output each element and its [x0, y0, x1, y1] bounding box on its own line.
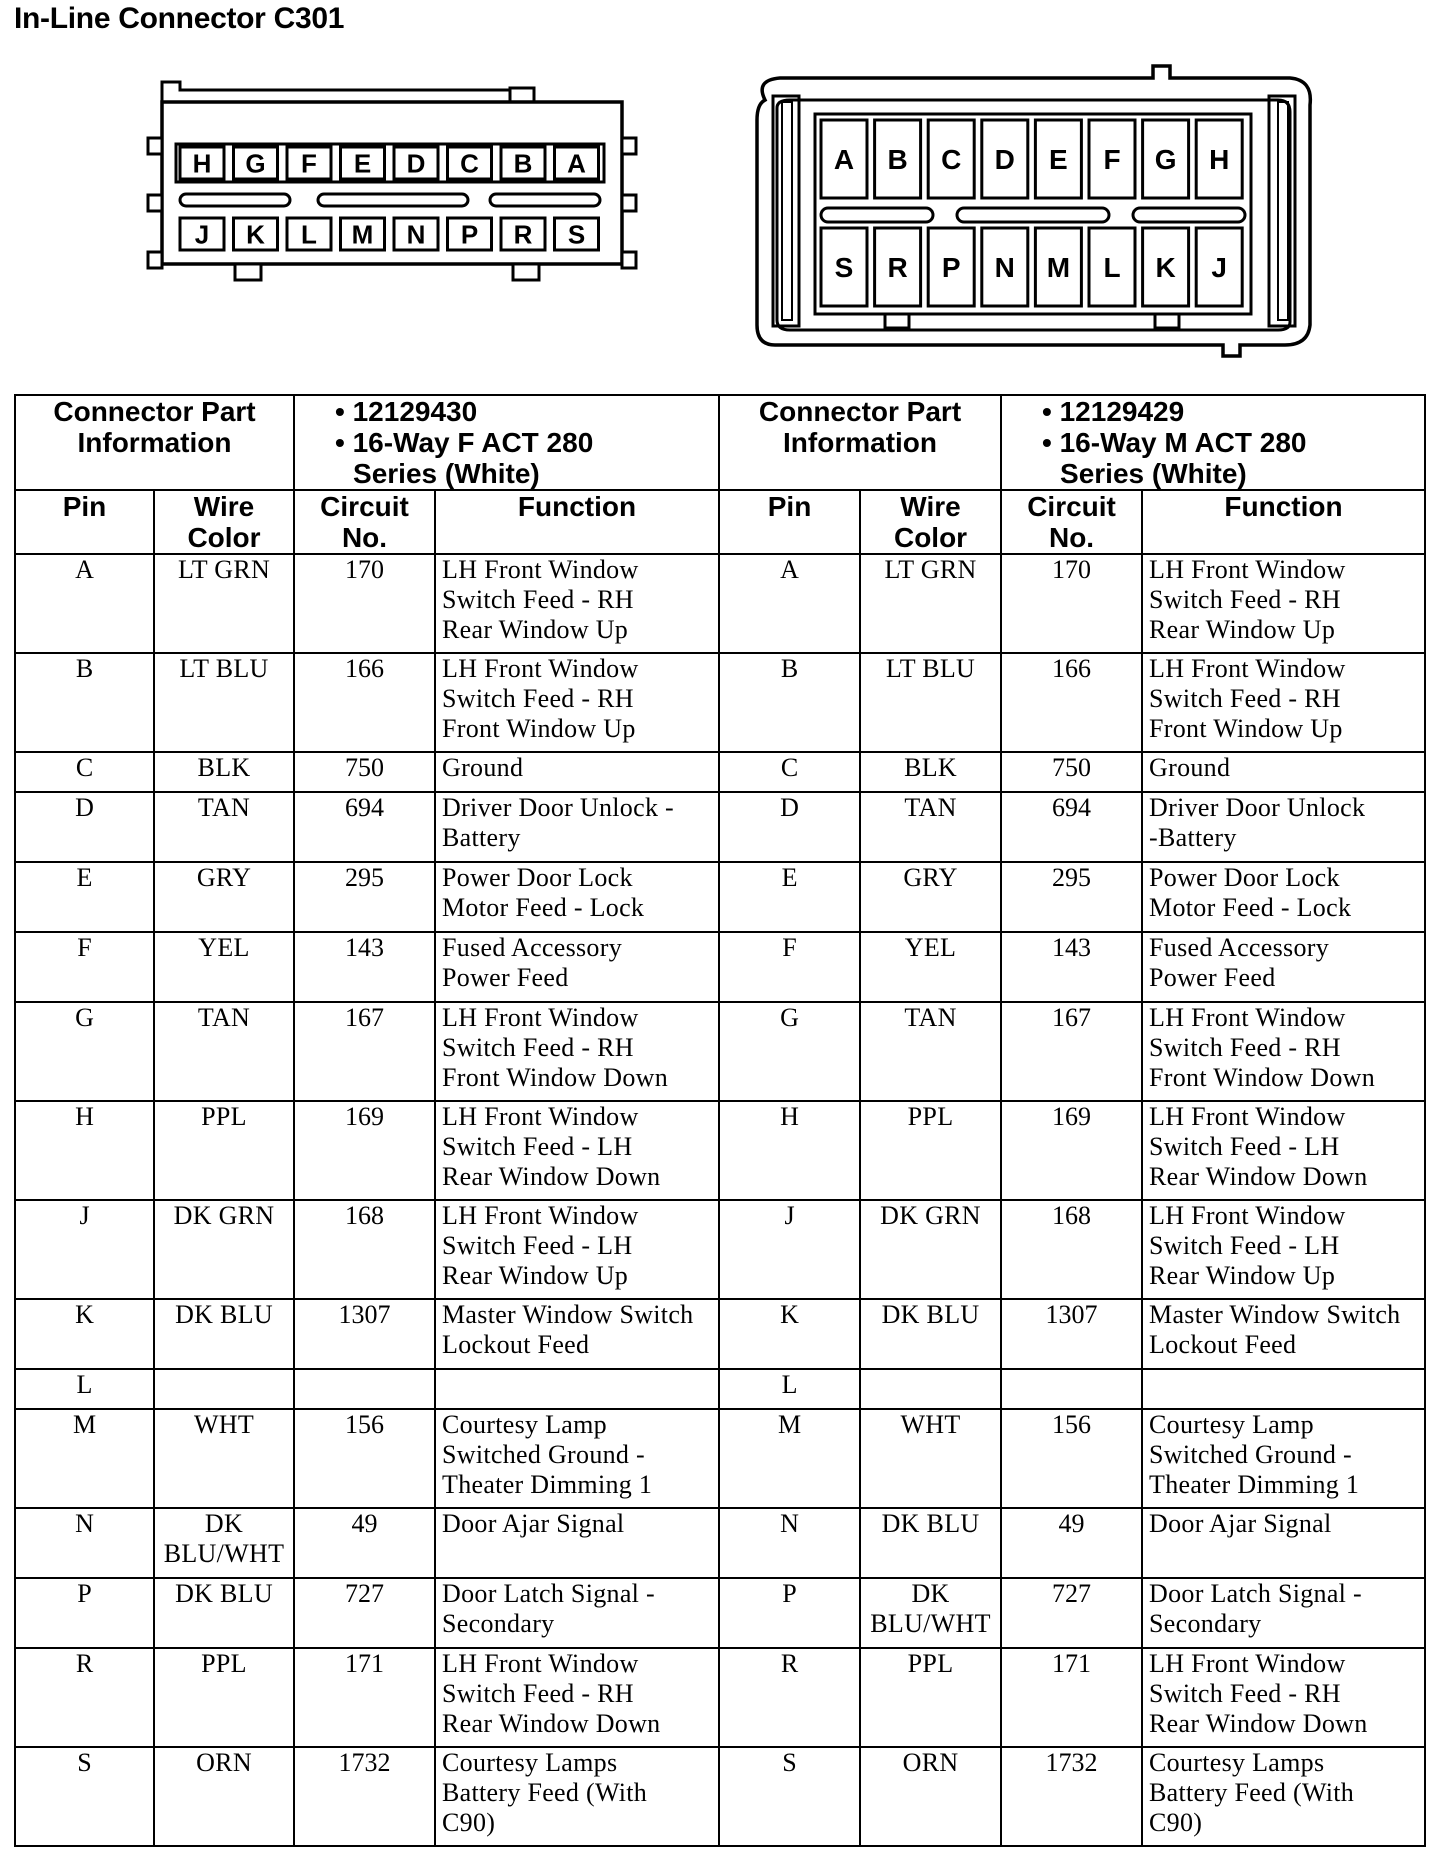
left-color-cell: DK BLU/WHT — [154, 1508, 294, 1578]
female-pin-label: M — [351, 219, 374, 250]
left-circuit-cell: 750 — [294, 752, 435, 792]
right-circuit-cell: 169 — [1001, 1101, 1142, 1200]
right-function-cell — [1142, 1369, 1425, 1409]
right-color-cell: GRY — [860, 862, 1001, 932]
right-circuit-cell: 694 — [1001, 792, 1142, 862]
left-function-cell: Master Window Switch Lockout Feed — [435, 1299, 719, 1369]
left-function-cell: Courtesy Lamp Switched Ground - Theater Dimming 1 — [435, 1409, 719, 1508]
right-part-number: • 12129429 — [1042, 396, 1185, 427]
male-pin-label: C — [941, 144, 962, 176]
male-pin-label: P — [941, 252, 961, 284]
right-pin-cell: H — [719, 1101, 860, 1200]
left-circuit-cell: 166 — [294, 653, 435, 752]
right-function-cell: LH Front Window Switch Feed - RH Rear Window Up — [1142, 554, 1425, 653]
left-color-cell: ORN — [154, 1747, 294, 1846]
left-circuit-cell: 694 — [294, 792, 435, 862]
right-function-cell: Courtesy Lamps Battery Feed (With C90) — [1142, 1747, 1425, 1846]
left-part-series: Series (White) — [353, 458, 540, 489]
table-row — [15, 1369, 1425, 1409]
left-function-cell: Power Door Lock Motor Feed - Lock — [435, 862, 719, 932]
female-pin-label: H — [192, 148, 212, 179]
right-function-cell: Courtesy Lamp Switched Ground - Theater Dimming 1 — [1142, 1409, 1425, 1508]
right-pin-cell: L — [719, 1369, 860, 1409]
right-function-cell: Master Window Switch Lockout Feed — [1142, 1299, 1425, 1369]
right-color-cell: WHT — [860, 1409, 1001, 1508]
male-pin-label: J — [1211, 252, 1227, 284]
male-pin-label: L — [1103, 252, 1121, 284]
left-function-cell: LH Front Window Switch Feed - LH Rear Window Up — [435, 1200, 719, 1299]
right-pin-cell: P — [719, 1578, 860, 1648]
table-row — [15, 653, 1425, 752]
female-pin-label: C — [460, 148, 479, 179]
right-pin-cell: N — [719, 1508, 860, 1578]
table-row — [15, 1508, 1425, 1578]
table-row — [15, 862, 1425, 932]
male-connector-diagram — [745, 60, 1325, 365]
right-color-cell: BLK — [860, 752, 1001, 792]
right-circuit-cell: 727 — [1001, 1578, 1142, 1648]
left-circuit-cell: 169 — [294, 1101, 435, 1200]
right-function-cell: Door Ajar Signal — [1142, 1508, 1425, 1578]
right-pin-cell: K — [719, 1299, 860, 1369]
right-circuit-cell: 49 — [1001, 1508, 1142, 1578]
right-color-cell: LT GRN — [860, 554, 1001, 653]
left-color-cell: DK BLU — [154, 1578, 294, 1648]
right-color-cell: DK BLU/WHT — [860, 1578, 1001, 1648]
right-pin-cell: B — [719, 653, 860, 752]
female-pin-label: P — [460, 219, 479, 250]
left-part-info — [294, 395, 719, 490]
left-function-cell: LH Front Window Switch Feed - RH Front Window Up — [435, 653, 719, 752]
left-circuit-cell: 168 — [294, 1200, 435, 1299]
left-function-cell: LH Front Window Switch Feed - LH Rear Window Down — [435, 1101, 719, 1200]
right-header-circuit: Circuit No. — [1001, 490, 1142, 554]
right-function-cell: LH Front Window Switch Feed - RH Rear Window Down — [1142, 1648, 1425, 1747]
left-info-label: Connector Part Information — [15, 395, 294, 490]
right-color-cell: TAN — [860, 1002, 1001, 1101]
right-color-cell: YEL — [860, 932, 1001, 1002]
left-pin-cell: P — [15, 1578, 154, 1648]
left-function-cell: LH Front Window Switch Feed - RH Front Window Down — [435, 1002, 719, 1101]
left-pin-cell: N — [15, 1508, 154, 1578]
female-pin-label: S — [567, 219, 586, 250]
right-info-label: Connector Part Information — [719, 395, 1001, 490]
left-function-cell: Fused Accessory Power Feed — [435, 932, 719, 1002]
left-pin-cell: S — [15, 1747, 154, 1846]
female-pin-label: B — [513, 148, 533, 179]
right-circuit-cell: 167 — [1001, 1002, 1142, 1101]
left-color-cell: PPL — [154, 1101, 294, 1200]
table-row — [15, 932, 1425, 1002]
male-pin-label: N — [994, 252, 1015, 284]
right-pin-cell: C — [719, 752, 860, 792]
right-circuit-cell — [1001, 1369, 1142, 1409]
right-function-cell: LH Front Window Switch Feed - LH Rear Window Down — [1142, 1101, 1425, 1200]
left-color-cell: PPL — [154, 1648, 294, 1747]
male-pin-label: H — [1209, 144, 1230, 176]
female-pin-label: D — [406, 148, 426, 179]
right-header-pin: Pin — [719, 490, 860, 554]
right-pin-cell: F — [719, 932, 860, 1002]
left-pin-cell: E — [15, 862, 154, 932]
right-part-type: • 16-Way M ACT 280 — [1042, 427, 1307, 458]
left-color-cell: GRY — [154, 862, 294, 932]
male-pin-label: D — [994, 144, 1015, 176]
right-part-info — [1001, 395, 1425, 490]
left-header-wire-color: Wire Color — [154, 490, 294, 554]
right-circuit-cell: 143 — [1001, 932, 1142, 1002]
left-color-cell: BLK — [154, 752, 294, 792]
pinout-table — [14, 394, 1426, 1847]
left-color-cell: TAN — [154, 1002, 294, 1101]
left-part-type: • 16-Way F ACT 280 — [335, 427, 594, 458]
left-circuit-cell: 727 — [294, 1578, 435, 1648]
left-circuit-cell: 1307 — [294, 1299, 435, 1369]
male-pin-label: G — [1154, 144, 1177, 176]
female-pin-label: G — [245, 148, 266, 179]
right-circuit-cell: 166 — [1001, 653, 1142, 752]
left-circuit-cell — [294, 1369, 435, 1409]
male-pin-label: S — [834, 252, 854, 284]
right-function-cell: LH Front Window Switch Feed - RH Front Window Up — [1142, 653, 1425, 752]
right-color-cell: PPL — [860, 1648, 1001, 1747]
left-pin-cell: G — [15, 1002, 154, 1101]
left-pin-cell: M — [15, 1409, 154, 1508]
left-pin-cell: H — [15, 1101, 154, 1200]
left-function-cell: Door Ajar Signal — [435, 1508, 719, 1578]
left-pin-cell: R — [15, 1648, 154, 1747]
right-color-cell: DK BLU — [860, 1508, 1001, 1578]
left-circuit-cell: 143 — [294, 932, 435, 1002]
right-function-cell: Door Latch Signal - Secondary — [1142, 1578, 1425, 1648]
right-circuit-cell: 168 — [1001, 1200, 1142, 1299]
male-pin-label: A — [833, 144, 855, 176]
right-color-cell — [860, 1369, 1001, 1409]
right-color-cell: ORN — [860, 1747, 1001, 1846]
male-pin-label: E — [1049, 144, 1068, 176]
right-pin-cell: J — [719, 1200, 860, 1299]
right-function-cell: Fused Accessory Power Feed — [1142, 932, 1425, 1002]
left-color-cell: DK BLU — [154, 1299, 294, 1369]
right-color-cell: PPL — [860, 1101, 1001, 1200]
right-pin-cell: M — [719, 1409, 860, 1508]
info-row — [15, 395, 1425, 490]
right-function-cell: LH Front Window Switch Feed - RH Front Window Down — [1142, 1002, 1425, 1101]
left-color-cell: DK GRN — [154, 1200, 294, 1299]
male-pin-label: F — [1103, 144, 1121, 176]
left-header-function: Function — [435, 490, 719, 554]
female-pin-label: J — [194, 219, 210, 250]
left-circuit-cell: 1732 — [294, 1747, 435, 1846]
table-row — [15, 1200, 1425, 1299]
left-pin-cell: J — [15, 1200, 154, 1299]
right-color-cell: LT BLU — [860, 653, 1001, 752]
left-header-circuit: Circuit No. — [294, 490, 435, 554]
female-pin-label: E — [353, 148, 372, 179]
header-row — [15, 490, 1425, 554]
left-circuit-cell: 295 — [294, 862, 435, 932]
right-color-cell: TAN — [860, 792, 1001, 862]
left-pin-cell: F — [15, 932, 154, 1002]
right-function-cell: Driver Door Unlock -Battery — [1142, 792, 1425, 862]
left-function-cell: Ground — [435, 752, 719, 792]
right-circuit-cell: 1307 — [1001, 1299, 1142, 1369]
left-function-cell — [435, 1369, 719, 1409]
left-function-cell: Courtesy Lamps Battery Feed (With C90) — [435, 1747, 719, 1846]
right-function-cell: Power Door Lock Motor Feed - Lock — [1142, 862, 1425, 932]
table-row — [15, 1101, 1425, 1200]
left-color-cell — [154, 1369, 294, 1409]
left-circuit-cell: 170 — [294, 554, 435, 653]
left-circuit-cell: 156 — [294, 1409, 435, 1508]
table-row — [15, 554, 1425, 653]
right-header-wire-color: Wire Color — [860, 490, 1001, 554]
right-color-cell: DK GRN — [860, 1200, 1001, 1299]
left-header-pin: Pin — [15, 490, 154, 554]
female-pin-label: F — [301, 148, 317, 179]
right-circuit-cell: 295 — [1001, 862, 1142, 932]
right-color-cell: DK BLU — [860, 1299, 1001, 1369]
page-title: In-Line Connector C301 — [14, 2, 345, 35]
table-row — [15, 1648, 1425, 1747]
left-pin-cell: K — [15, 1299, 154, 1369]
male-pin-label: R — [887, 252, 908, 284]
table-row — [15, 1299, 1425, 1369]
left-pin-cell: A — [15, 554, 154, 653]
right-circuit-cell: 156 — [1001, 1409, 1142, 1508]
right-pin-cell: A — [719, 554, 860, 653]
female-pin-label: N — [406, 219, 426, 250]
left-part-number: • 12129430 — [335, 396, 478, 427]
male-pin-label: K — [1155, 252, 1176, 284]
right-pin-cell: R — [719, 1648, 860, 1747]
left-function-cell: LH Front Window Switch Feed - RH Rear Window Down — [435, 1648, 719, 1747]
right-part-series: Series (White) — [1060, 458, 1247, 489]
left-color-cell: YEL — [154, 932, 294, 1002]
female-pin-label: L — [301, 219, 317, 250]
left-function-cell: Driver Door Unlock - Battery — [435, 792, 719, 862]
right-circuit-cell: 750 — [1001, 752, 1142, 792]
right-pin-cell: E — [719, 862, 860, 932]
female-pin-label: K — [246, 219, 265, 250]
right-pin-cell: G — [719, 1002, 860, 1101]
left-function-cell: Door Latch Signal - Secondary — [435, 1578, 719, 1648]
table-row — [15, 752, 1425, 792]
female-pin-label: A — [567, 148, 586, 179]
table-row — [15, 1409, 1425, 1508]
left-pin-cell: L — [15, 1369, 154, 1409]
female-connector-diagram — [140, 60, 640, 335]
right-circuit-cell: 171 — [1001, 1648, 1142, 1747]
right-pin-cell: D — [719, 792, 860, 862]
left-pin-cell: D — [15, 792, 154, 862]
right-circuit-cell: 1732 — [1001, 1747, 1142, 1846]
left-color-cell: LT BLU — [154, 653, 294, 752]
right-header-function: Function — [1142, 490, 1425, 554]
left-circuit-cell: 167 — [294, 1002, 435, 1101]
right-function-cell: Ground — [1142, 752, 1425, 792]
right-pin-cell: S — [719, 1747, 860, 1846]
male-pin-label: B — [887, 144, 908, 176]
left-pin-cell: B — [15, 653, 154, 752]
table-row — [15, 1002, 1425, 1101]
table-row — [15, 1747, 1425, 1846]
right-function-cell: LH Front Window Switch Feed - LH Rear Window Up — [1142, 1200, 1425, 1299]
right-circuit-cell: 170 — [1001, 554, 1142, 653]
left-function-cell: LH Front Window Switch Feed - RH Rear Window Up — [435, 554, 719, 653]
table-row — [15, 792, 1425, 862]
left-color-cell: TAN — [154, 792, 294, 862]
left-color-cell: WHT — [154, 1409, 294, 1508]
left-pin-cell: C — [15, 752, 154, 792]
table-row — [15, 1578, 1425, 1648]
left-circuit-cell: 49 — [294, 1508, 435, 1578]
male-pin-label: M — [1046, 252, 1071, 284]
left-circuit-cell: 171 — [294, 1648, 435, 1747]
female-pin-label: R — [513, 219, 533, 250]
left-color-cell: LT GRN — [154, 554, 294, 653]
